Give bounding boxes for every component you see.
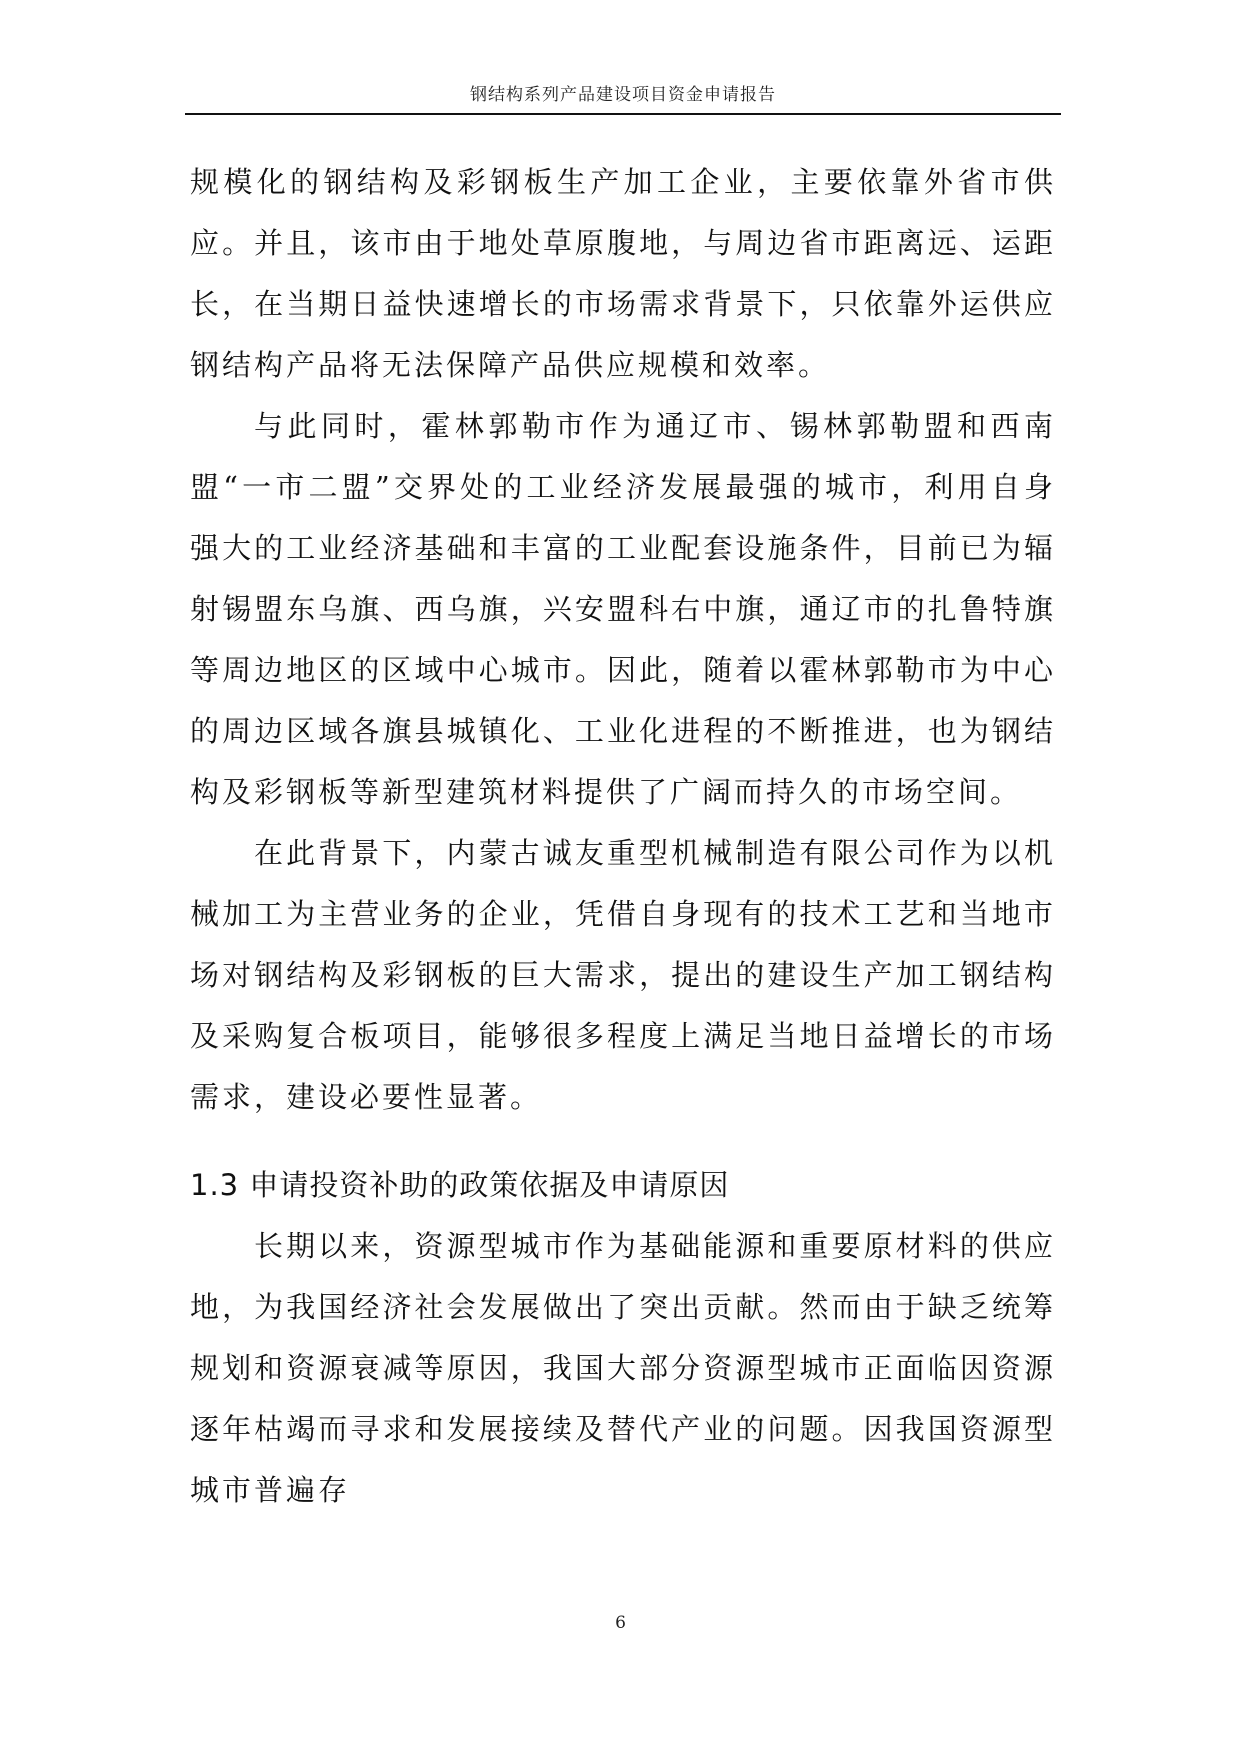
- page-number: 6: [615, 1613, 626, 1633]
- document-body: [190, 152, 1056, 1521]
- paragraph-resource-cities: 长期以来，资源型城市作为基础能源和重要原材料的供应地，为我国经济社会发展做出了突出贡献。然而由于缺乏统筹规划和资源衰减等原因，我国大部分资源型城市正面临因资源逐年枯竭而寻求和发展接续及替代产业的问题。因我国资源型城市普遍存: [190, 1229, 1056, 1507]
- paragraph-continuation: 规模化的钢结构及彩钢板生产加工企业，主要依靠外省市供应。并且，该市由于地处草原腹地，与周边省市距离远、运距长，在当期日益快速增长的市场需求背景下，只依靠外运供应钢结构产品将无法保障产品供应规模和效率。: [190, 165, 1056, 382]
- header-divider: [185, 113, 1061, 115]
- page-header: 钢结构系列产品建设项目资金申请报告: [470, 85, 776, 105]
- paragraph-regional-center: 与此同时，霍林郭勒市作为通辽市、锡林郭勒盟和西南盟“一市二盟”交界处的工业经济发展最强的城市，利用自身强大的工业经济基础和丰富的工业配套设施条件，目前已为辐射锡盟东乌旗、西乌旗，兴安盟科右中旗，通辽市的扎鲁特旗等周边地区的区域中心城市。因此，随着以霍林郭勒市为中心的周边区域各旗县城镇化、工业化进程的不断推进，也为钢结构及彩钢板等新型建筑材料提供了广阔而持久的市场空间。: [190, 409, 1056, 809]
- paragraph-company-background: 在此背景下，内蒙古诚友重型机械制造有限公司作为以机械加工为主营业务的企业，凭借自身现有的技术工艺和当地市场对钢结构及彩钢板的巨大需求，提出的建设生产加工钢结构及采购复合板项目，能够很多程度上满足当地日益增长的市场需求，建设必要性显著。: [190, 836, 1056, 1114]
- section-heading: 1.3 申请投资补助的政策依据及申请原因: [190, 1168, 730, 1202]
